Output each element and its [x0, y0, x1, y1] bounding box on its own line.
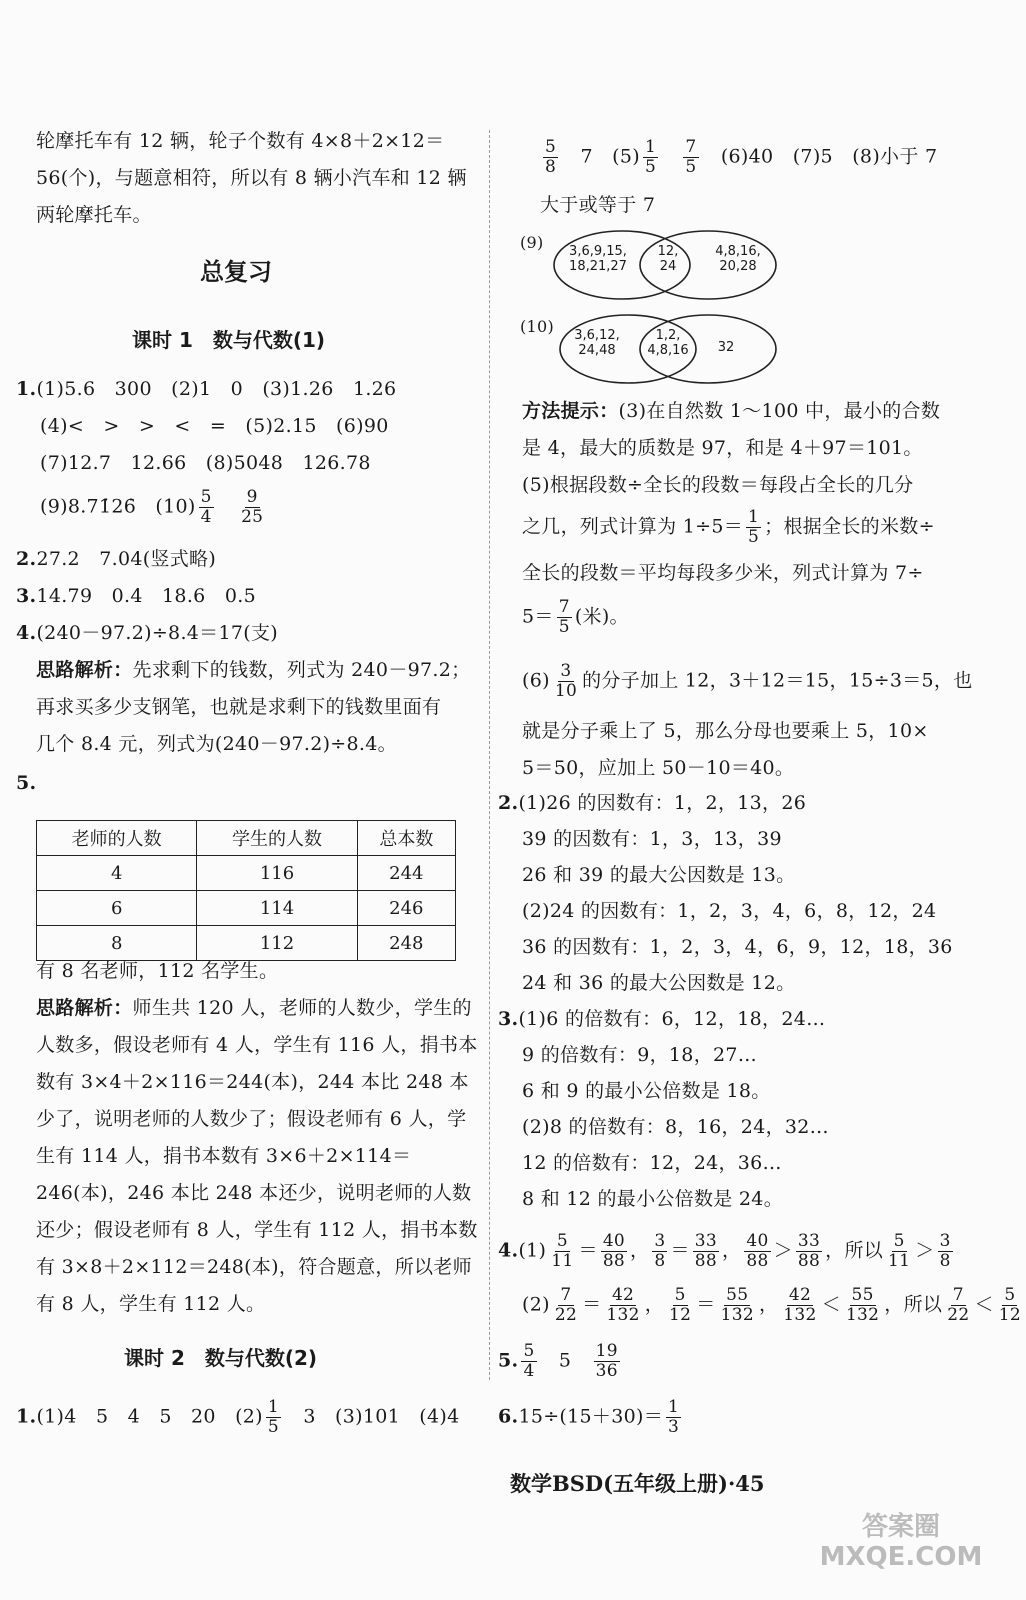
so-text: 所以 [844, 1239, 884, 1262]
method-line-7 [522, 662, 973, 706]
denominator: 132 [720, 1305, 754, 1325]
fraction [643, 138, 658, 177]
intro-line-1: 轮摩托车有 12 辆，轮子个数有 4×8＋2×12＝ [36, 130, 445, 152]
q5-analysis-1 [36, 995, 472, 1021]
r-q2-line-1 [498, 790, 806, 816]
fraction [997, 1286, 1023, 1325]
fraction [683, 138, 698, 177]
q1-line-4 [40, 488, 268, 536]
denominator: 5 [685, 157, 697, 177]
denominator: 8 [654, 1251, 666, 1271]
table-cell: 248 [357, 926, 455, 961]
r-q2-line-4: (2)24 的因数有：1，2，3，4，6，8，12，24 [522, 900, 937, 922]
table-row [37, 891, 456, 926]
fraction [557, 598, 572, 637]
venn-10-middle: 1,2, 4,8,16 [647, 328, 689, 358]
table-header: 学生的人数 [197, 821, 357, 856]
numerator: 42 [788, 1285, 812, 1305]
numerator: 1 [267, 1397, 280, 1417]
comma: ， [758, 1293, 779, 1316]
q5-num: 5. [16, 772, 37, 794]
numerator: 5 [523, 1341, 535, 1361]
fraction [553, 662, 579, 701]
denominator: 3 [668, 1417, 680, 1437]
denominator: 25 [241, 507, 264, 527]
equals: ＝ [578, 1239, 598, 1262]
table-cell: 6 [37, 891, 197, 926]
greater-than: ＞ [773, 1239, 793, 1262]
lesson2-q1-line [16, 1398, 460, 1442]
analysis-text: 师生共 120 人，老师的人数少，学生的 [132, 997, 472, 1019]
r-q2-line-6: 24 和 36 的最大公因数是 12。 [522, 972, 796, 994]
r-q5-line [498, 1342, 623, 1388]
fraction [945, 1286, 971, 1325]
right-top-line-2: 大于或等于 7 [540, 194, 656, 216]
numerator: 5 [1004, 1285, 1016, 1305]
fraction [652, 1232, 667, 1271]
denominator: 88 [746, 1251, 769, 1271]
method-line-3: (5)根据段数÷全长的段数＝每段占全长的几分 [522, 474, 914, 496]
fraction [746, 508, 761, 547]
denominator: 88 [797, 1251, 821, 1271]
lesson2-q1-number: 1. [16, 1405, 37, 1428]
denominator: 4 [200, 507, 212, 527]
so-text: 所以 [903, 1293, 943, 1316]
numerator: 55 [726, 1285, 749, 1305]
q2-number: 2. [16, 548, 37, 570]
fraction [549, 1232, 575, 1271]
method-line-2: 是 4，最大的质数是 97，和是 4＋97＝101。 [522, 437, 923, 459]
venn-9-right: 4,8,16, 20,28 [715, 244, 761, 274]
denominator: 11 [888, 1251, 911, 1271]
q1-number: 1. [16, 378, 37, 400]
q5-analysis-5: 生有 114 人，捐书本数有 3×6＋2×114＝ [36, 1145, 412, 1167]
denominator: 4 [523, 1361, 535, 1381]
equals: ＝ [670, 1239, 690, 1262]
denominator: 88 [602, 1251, 626, 1271]
table-header-row [37, 821, 456, 856]
q1-10-label: (10) [155, 495, 196, 518]
method-line-4 [522, 508, 935, 552]
r-q4-line-1 [498, 1232, 956, 1278]
denominator: 12 [998, 1305, 1021, 1325]
fraction [601, 1232, 627, 1271]
fraction [844, 1286, 881, 1325]
part-label: (1) [518, 1239, 547, 1262]
fraction [938, 1232, 953, 1271]
table-header: 总本数 [357, 821, 455, 856]
fraction [553, 1286, 579, 1325]
section-title: 总复习 [200, 258, 272, 286]
q5-analysis-8: 有 3×8＋2×112＝248(本)，符合题意，所以老师 [36, 1256, 472, 1278]
comma: ， [722, 1239, 742, 1262]
q1-line-2: (4)< > > < = (5)2.15 (6)90 [40, 415, 389, 437]
fraction [781, 1286, 818, 1325]
right-top-line-1 [540, 138, 937, 182]
answer-text: 7 (5) [580, 145, 640, 168]
method-text: 5＝ [522, 605, 554, 628]
page-footer: 数学BSD(五年级上册)·45 [510, 1471, 765, 1496]
part-label: (2) [522, 1293, 550, 1316]
numerator: 19 [595, 1341, 618, 1361]
fraction [744, 1232, 770, 1271]
table-cell: 246 [357, 891, 455, 926]
numerator: 3 [654, 1231, 666, 1251]
numerator: 1 [748, 507, 760, 527]
fraction [543, 138, 558, 177]
numerator: 7 [560, 1285, 572, 1305]
denominator: 22 [554, 1305, 578, 1325]
less-than: ＜ [974, 1293, 994, 1316]
method-text: (6) [522, 669, 550, 692]
r-q2-line-5: 36 的因数有：1，2，3，4，6，9，12，18，36 [522, 936, 953, 958]
table-row [37, 856, 456, 891]
method-text: 的分子加上 12，3＋12＝15，15÷3＝5，也 [582, 669, 973, 692]
denominator: 5 [644, 157, 657, 177]
denominator: 8 [545, 157, 557, 177]
table-cell: 8 [37, 926, 197, 961]
venn-10-label: (10) [520, 317, 555, 336]
q4-analysis-2: 再求买多少支钢笔，也就是求剩下的钱数里面有 [36, 696, 442, 718]
method-line-1 [522, 398, 940, 424]
r-q2-line-3: 26 和 39 的最大公因数是 13。 [522, 864, 796, 886]
r-q3-line-1 [498, 1006, 825, 1032]
denominator: 8 [939, 1251, 951, 1271]
numerator: 5 [674, 1285, 686, 1305]
answer-text: (6)40 (7)5 (8)小于 7 [720, 145, 938, 168]
numerator: 7 [952, 1285, 964, 1305]
intro-line-3: 两轮摩托车。 [36, 204, 152, 226]
q5-analysis-4: 少了，说明老师的人数少了；假设老师有 6 人，学 [36, 1108, 467, 1130]
analysis-text: 先求剩下的钱数，列式为 240－97.2； [132, 659, 471, 681]
q1-9-repeating: 1̇26̇ [98, 495, 137, 518]
q1-line-3: (7)12.7 12.66 (8)5048 126.78 [40, 452, 371, 474]
numerator: 42 [611, 1285, 635, 1305]
table-row [37, 926, 456, 961]
r-q6-text: 15÷(15＋30)＝ [518, 1405, 664, 1428]
numerator: 5 [200, 487, 212, 507]
numerator: 33 [797, 1231, 821, 1251]
watermark-logo: 答案圈 MXQE.COM [819, 1512, 983, 1572]
q2-line [16, 546, 216, 572]
analysis-label: 思路解析： [36, 659, 133, 681]
q4-number: 4. [16, 622, 37, 644]
r-q3-line-2: 9 的倍数有：9，18，27… [522, 1044, 758, 1066]
r-q2-text: (1)26 的因数有：1，2，13，26 [518, 792, 807, 814]
q5-number [16, 770, 36, 796]
fraction [667, 1286, 693, 1325]
q5-analysis-3: 数有 3×4＋2×116＝244(本)，244 本比 248 本 [36, 1071, 469, 1093]
q4-text: (240－97.2)÷8.4＝17(支) [36, 622, 278, 644]
intro-line-2: 56(个)，与题意相符，所以有 8 辆小汽车和 12 辆 [36, 167, 467, 189]
denominator: 5 [558, 617, 570, 637]
denominator: 132 [606, 1305, 640, 1325]
method-text: (米)。 [574, 605, 629, 628]
numerator: 40 [602, 1231, 626, 1251]
lesson2-q1-fraction [266, 1398, 281, 1437]
r-q2-line-2: 39 的因数有：1，3，13，39 [522, 828, 782, 850]
lesson-2-title: 课时 2 数与代数(2) [124, 1346, 318, 1370]
q3-line [16, 583, 256, 609]
table-cell: 244 [357, 856, 455, 891]
numerator: 1 [668, 1397, 680, 1417]
fraction [604, 1286, 641, 1325]
equals: ＝ [582, 1293, 602, 1316]
table-cell: 116 [197, 856, 357, 891]
venn-diagram-10 [556, 312, 786, 386]
denominator: 11 [551, 1251, 574, 1271]
venn-9-left: 3,6,9,15, 18,21,27 [569, 244, 627, 274]
equals: ＝ [696, 1293, 716, 1316]
q5-table [36, 820, 456, 961]
fraction [666, 1398, 681, 1437]
venn-9-label: (9) [520, 233, 544, 252]
method-line-5: 全长的段数＝平均每段多少米，列式计算为 7÷ [522, 562, 924, 584]
denominator: 5 [748, 527, 760, 547]
r-q3-line-4: (2)8 的倍数有：8，16，24，32… [522, 1116, 829, 1138]
numerator: 5 [545, 137, 557, 157]
denominator: 36 [595, 1361, 618, 1381]
r-q4-line-2 [522, 1286, 1026, 1332]
q5-analysis-2: 人数多，假设老师有 4 人，学生有 116 人，捐书本 [36, 1034, 478, 1056]
venn-diagram-9 [550, 228, 790, 302]
q5-analysis-6: 246(本)，246 本比 248 本还少，说明老师的人数 [36, 1182, 472, 1204]
numerator: 55 [851, 1285, 874, 1305]
fraction [693, 1232, 719, 1271]
venn-10-right: 32 [717, 340, 735, 355]
numerator: 40 [746, 1231, 769, 1251]
method-line-9: 5＝50，应加上 50－10＝40。 [522, 757, 795, 779]
q1-line-1 [16, 376, 396, 402]
numerator: 3 [939, 1231, 951, 1251]
denominator: 132 [845, 1305, 880, 1325]
comma: ， [644, 1293, 665, 1316]
table-header: 老师的人数 [37, 821, 197, 856]
method-line-6 [522, 598, 629, 642]
comma: ， [825, 1239, 845, 1262]
numerator: 7 [558, 597, 570, 617]
q2-text: 27.2 7.04(竖式略) [36, 548, 217, 570]
comma: ， [630, 1239, 650, 1262]
r-q4-number: 4. [498, 1239, 519, 1262]
q5-analysis-7: 还少；假设老师有 8 人，学生有 112 人，捐书本数 [36, 1219, 478, 1241]
q1-9-label: (9)8.7 [40, 495, 99, 518]
venn-10-left: 3,6,12, 24,48 [574, 328, 620, 358]
greater-than: ＞ [915, 1239, 935, 1262]
q1-fraction-2 [239, 488, 265, 527]
method-label: 方法提示： [522, 400, 619, 422]
denominator: 10 [554, 681, 578, 701]
fraction [521, 1342, 536, 1381]
table-cell: 114 [197, 891, 357, 926]
denominator: 22 [947, 1305, 970, 1325]
r-q3-line-5: 12 的倍数有：12，24，36… [522, 1152, 782, 1174]
numerator: 5 [893, 1231, 905, 1251]
numerator: 5 [556, 1231, 568, 1251]
r-q3-line-6: 8 和 12 的最小公倍数是 24。 [522, 1188, 784, 1210]
q1-fraction-1 [199, 488, 214, 527]
comma: ， [884, 1293, 904, 1316]
lesson2-q1-text-a: (1)4 5 4 5 20 (2) [36, 1405, 263, 1428]
method-text: (3)在自然数 1～100 中，最小的合数 [618, 400, 941, 422]
r-q6-number: 6. [498, 1405, 519, 1428]
q4-line [16, 620, 278, 646]
column-divider [489, 130, 490, 1380]
q4-analysis-3: 几个 8.4 元，列式为(240－97.2)÷8.4。 [36, 733, 397, 755]
numerator: 3 [560, 661, 572, 681]
r-q3-text: (1)6 的倍数有：6，12，18，24… [518, 1008, 826, 1030]
numerator: 9 [246, 487, 258, 507]
analysis-label: 思路解析： [36, 997, 133, 1019]
table-cell: 112 [197, 926, 357, 961]
method-text: ；根据全长的米数÷ [764, 515, 935, 538]
fraction [886, 1232, 912, 1271]
q5-analysis-9: 有 8 人，学生有 112 人。 [36, 1293, 266, 1315]
numerator: 33 [694, 1231, 718, 1251]
table-cell: 4 [37, 856, 197, 891]
denominator: 132 [783, 1305, 817, 1325]
r-q2-number: 2. [498, 792, 519, 814]
r-q6-line [498, 1398, 684, 1444]
r-q5-value: 5 [558, 1349, 572, 1372]
r-q3-line-3: 6 和 9 的最小公倍数是 18。 [522, 1080, 771, 1102]
fraction [796, 1232, 822, 1271]
fraction [719, 1286, 756, 1325]
lesson2-q1-text-b: 3 (3)101 (4)4 [303, 1405, 460, 1428]
q4-analysis-1 [36, 657, 470, 683]
numerator: 1 [644, 137, 657, 157]
r-q3-number: 3. [498, 1008, 519, 1030]
r-q5-number: 5. [498, 1349, 519, 1372]
fraction [594, 1342, 620, 1381]
q3-text: 14.79 0.4 18.6 0.5 [36, 585, 256, 607]
q3-number: 3. [16, 585, 37, 607]
denominator: 5 [267, 1417, 280, 1437]
less-than: ＜ [821, 1293, 841, 1316]
q1-text-1: (1)5.6 300 (2)1 0 (3)1.26 1.26 [36, 378, 397, 400]
method-text: 之几，列式计算为 1÷5＝ [522, 515, 744, 538]
q5-answer: 有 8 名老师，112 名学生。 [36, 960, 279, 982]
lesson-1-title: 课时 1 数与代数(1) [132, 328, 326, 352]
numerator: 7 [685, 137, 697, 157]
denominator: 88 [694, 1251, 718, 1271]
denominator: 12 [669, 1305, 692, 1325]
method-line-8: 就是分子乘上了 5，那么分母也要乘上 5，10× [522, 720, 929, 742]
venn-9-middle: 12, 24 [657, 244, 679, 274]
